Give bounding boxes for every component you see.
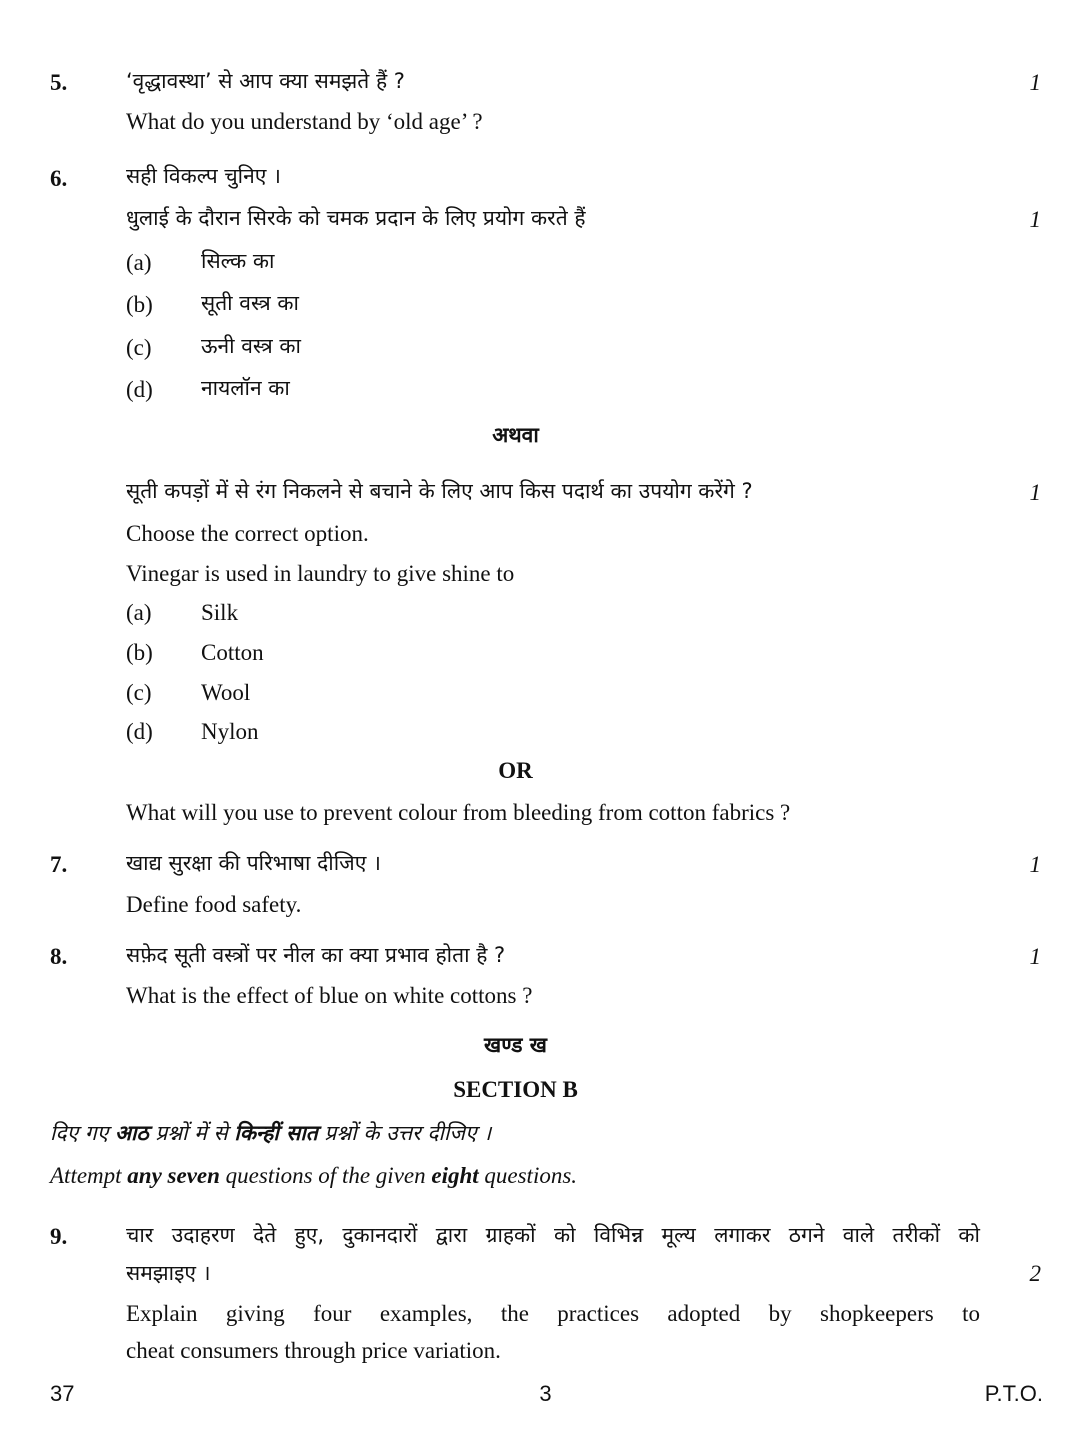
question-marks: 1: [1029, 70, 1041, 95]
question-number: 7.: [50, 852, 68, 877]
alternate-question-english: What will you use to prevent colour from bleeding from cotton fabrics ?: [126, 800, 791, 825]
section-instruction-english: Attempt any seven questions of the given eight questions.: [50, 1163, 578, 1188]
option-label: (a): [126, 600, 152, 625]
question-text-english: What is the effect of blue on white cottons ?: [126, 983, 533, 1008]
page-number: 3: [539, 1381, 552, 1406]
option-label: (b): [126, 292, 153, 317]
question-text-english: What do you understand by ‘old age’ ?: [126, 109, 483, 134]
paper-code: 37: [50, 1381, 75, 1406]
option-label: (c): [126, 680, 152, 705]
option-label: (a): [126, 250, 152, 275]
question-text-hindi-line2: समझाइए ।: [126, 1261, 211, 1285]
option-text-english: Cotton: [201, 640, 264, 665]
question-text-hindi-line1: चार उदाहरण देते हुए, दुकानदारों द्वारा ग्राहकों को विभिन्न मूल्य लगाकर ठगने वाले तरीकों को: [126, 1223, 981, 1247]
question-marks: 1: [1029, 207, 1041, 232]
question-text-hindi: खाद्य सुरक्षा की परिभाषा दीजिए ।: [126, 851, 381, 875]
option-text-english: Silk: [201, 600, 239, 625]
question-marks: 2: [1029, 1261, 1041, 1286]
question-text-english: Vinegar is used in laundry to give shine to: [126, 561, 515, 586]
option-text-english: Wool: [201, 680, 251, 705]
or-divider-english: OR: [498, 758, 533, 783]
section-title-english: SECTION B: [453, 1077, 578, 1102]
or-divider-hindi: अथवा: [492, 423, 539, 447]
question-text-english: Define food safety.: [126, 892, 302, 917]
pto-label: P.T.O.: [984, 1381, 1043, 1406]
option-text-hindi: सिल्क का: [201, 249, 275, 273]
question-number: 8.: [50, 944, 68, 969]
option-label: (c): [126, 335, 152, 360]
question-number: 6.: [50, 166, 68, 191]
option-text-hindi: ऊनी वस्त्र का: [201, 334, 301, 358]
question-marks: 1: [1029, 944, 1041, 969]
question-text-hindi: ‘वृद्धावस्था’ से आप क्या समझते हैं ?: [126, 69, 405, 93]
question-number: 5.: [50, 70, 68, 95]
question-instruction-hindi: सही विकल्प चुनिए ।: [126, 164, 281, 188]
option-label: (b): [126, 640, 153, 665]
option-text-hindi: नायलॉन का: [201, 376, 290, 400]
option-label: (d): [126, 377, 153, 402]
section-instruction-hindi: दिए गए आठ प्रश्नों में से किन्हीं सात प्रश्नों के उत्तर दीजिए ।: [50, 1121, 492, 1145]
option-text-hindi: सूती वस्त्र का: [201, 291, 299, 315]
question-text-english-line2: cheat consumers through price variation.: [126, 1338, 501, 1363]
question-text-hindi: सफ़ेद सूती वस्त्रों पर नील का क्या प्रभाव होता है ?: [126, 943, 506, 967]
question-number: 9.: [50, 1224, 68, 1249]
question-text-english-line1: Explain giving four examples, the practices adopted by shopkeepers to: [126, 1301, 980, 1326]
option-label: (d): [126, 719, 153, 744]
question-instruction-english: Choose the correct option.: [126, 521, 369, 546]
question-marks: 1: [1029, 480, 1041, 505]
question-marks: 1: [1029, 852, 1041, 877]
question-text-hindi: धुलाई के दौरान सिरके को चमक प्रदान के लिए प्रयोग करते हैं: [126, 206, 586, 230]
option-text-english: Nylon: [201, 719, 259, 744]
section-title-hindi: खण्ड ख: [484, 1033, 547, 1057]
alternate-question-hindi: सूती कपड़ों में से रंग निकलने से बचाने के लिए आप किस पदार्थ का उपयोग करेंगे ?: [126, 479, 753, 503]
